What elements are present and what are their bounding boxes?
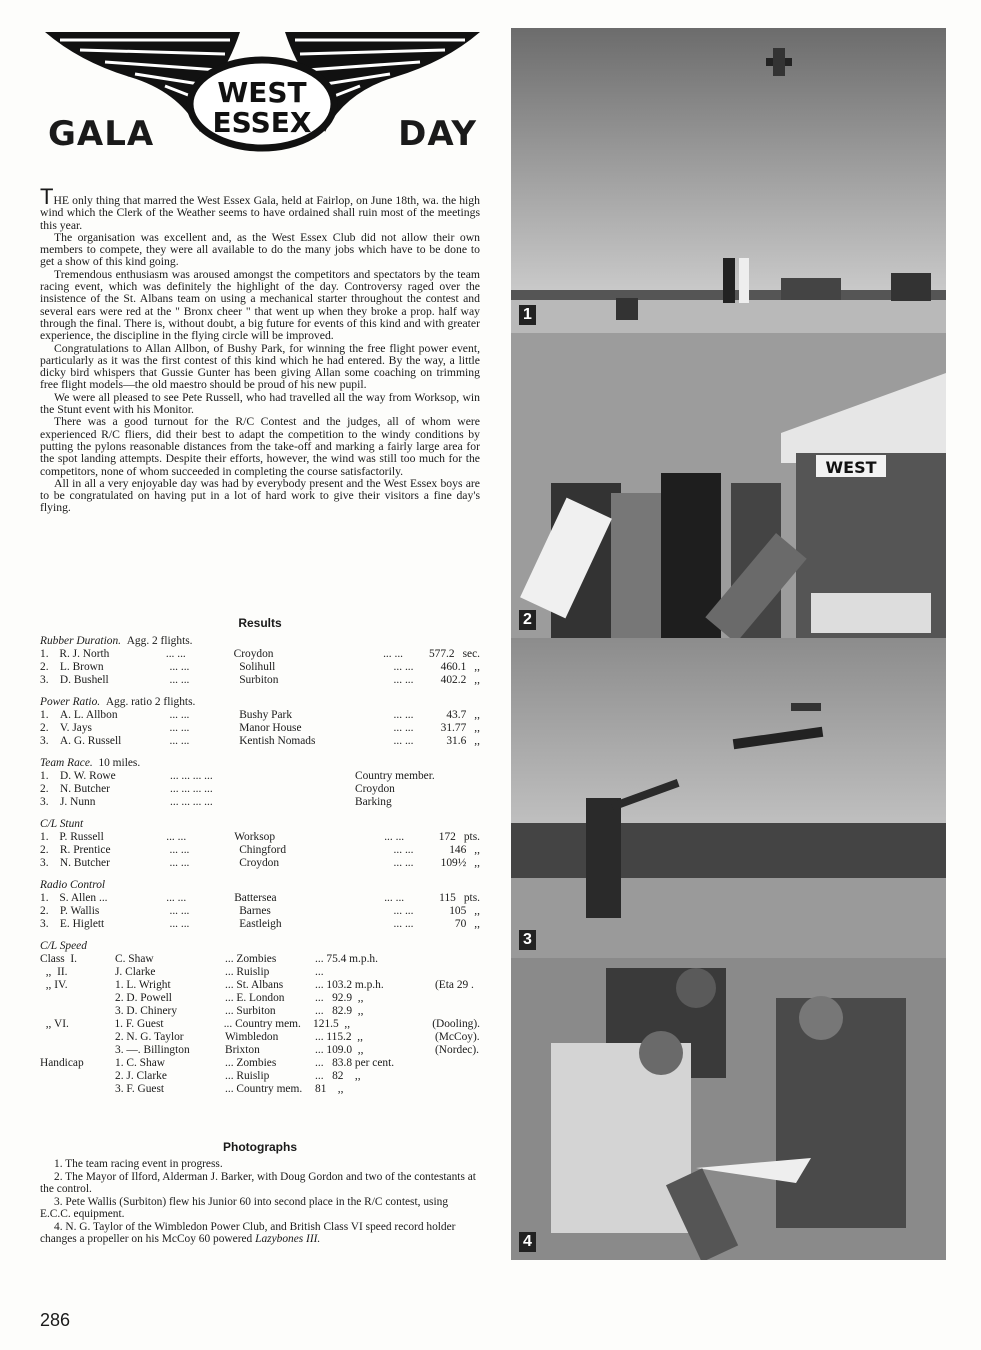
results-heading: Results: [238, 616, 282, 630]
result-cell: 3.: [40, 918, 49, 930]
result-cell: ... ...: [169, 844, 190, 856]
result-cell: ... ...: [169, 905, 190, 917]
speed-cell: J. Clarke: [115, 966, 156, 978]
result-cell: 2.: [40, 844, 49, 856]
result-row: [40, 892, 480, 905]
result-cell: pts.: [463, 831, 480, 843]
speed-cell: 2. D. Powell: [115, 992, 172, 1004]
result-cell: ... ...: [393, 674, 414, 686]
result-cell: R. Prentice: [59, 844, 111, 856]
result-cell: ... ...: [384, 892, 405, 904]
speed-cell: Wimbledon: [225, 1031, 279, 1043]
result-cell: ... ...: [393, 722, 414, 734]
result-cell: Croydon: [233, 648, 274, 660]
result-cell: ... ...: [169, 674, 190, 686]
speed-cell: 3. D. Chinery: [115, 1005, 178, 1017]
speed-cell: [40, 992, 115, 1005]
results-section: [40, 879, 480, 931]
result-cell: N. Butcher: [59, 857, 110, 869]
speed-cell: ... E. London: [225, 992, 285, 1004]
result-cell: V. Jays: [59, 722, 92, 734]
speed-cell: ... Surbiton: [225, 1005, 276, 1017]
result-row: [40, 674, 480, 687]
speed-cell: 3. F. Guest: [115, 1083, 165, 1095]
speed-cell: Brixton: [225, 1044, 260, 1056]
result-cell: Surbiton: [239, 674, 279, 686]
result-cell: A. G. Russell: [59, 735, 122, 747]
paragraph: Tremendous enthusiasm was aroused amongst the competitors and spectators by the team racing event, which was definitely the highlight of the day. Controversy raged over the insistence of the St. Albans team on using a mechanical starter throughout the contest and several ears were red at the " Bronx cheer " that went up when they broke a prop. half way through the final. There is, without doubt, a big future for events of this kind and with greater experience, the discipline in the flying circle will be improved.: [40, 267, 480, 343]
section-heading: Team Race.: [40, 757, 93, 769]
result-cell: L. Brown: [59, 661, 104, 673]
photographs-heading: Photographs: [223, 1140, 297, 1154]
speed-cell: ...: [315, 966, 324, 978]
result-cell: 402.2: [440, 674, 467, 686]
speed-cell: 1. C. Shaw: [115, 1057, 165, 1069]
result-cell: J. Nunn: [60, 796, 96, 808]
result-cell: pts.: [463, 892, 480, 904]
section-heading: Power Ratio.: [40, 696, 101, 708]
speed-cell: [40, 1031, 115, 1044]
result-cell: ,,: [474, 905, 480, 917]
section-heading: Rubber Duration.: [40, 635, 121, 647]
result-cell: ,,: [474, 674, 480, 686]
result-cell: 109½: [440, 857, 467, 869]
results-section-speed: [40, 940, 480, 1096]
section-subheading: Agg. ratio 2 flights.: [105, 696, 196, 708]
result-row: [40, 796, 480, 809]
result-cell: ,,: [474, 918, 480, 930]
result-cell: ... ...: [169, 857, 190, 869]
result-cell: N. Butcher: [60, 783, 110, 795]
result-cell: 2.: [40, 661, 49, 673]
section-heading: Radio Control: [40, 879, 106, 891]
speed-cell: (Dooling).: [432, 1018, 480, 1030]
speed-cell: ... Ruislip: [225, 966, 270, 978]
result-cell: 3.: [40, 735, 49, 747]
result-cell: Country member.: [355, 770, 435, 782]
caption: 2. The Mayor of Ilford, Alderman J. Barker, with Doug Gordon and two of the contestants at the control.: [40, 1170, 476, 1195]
result-cell: 105: [449, 905, 467, 917]
speed-cell: ... 83.8 per cent.: [315, 1057, 395, 1069]
caption: 4. N. G. Taylor of the Wimbledon Power Club, and British Class VI speed record holder changes a propeller on his McCoy 60 powered Lazybones III.: [40, 1220, 456, 1245]
logo-line1: WEST: [217, 76, 307, 109]
result-cell: 43.7: [446, 709, 467, 721]
result-cell: E. Higlett: [59, 918, 105, 930]
photo-team-racing: [511, 28, 946, 333]
speed-row: [40, 1083, 480, 1096]
result-cell: 1.: [40, 892, 49, 904]
result-cell: 31.6: [446, 735, 467, 747]
result-cell: Barnes: [239, 905, 271, 917]
section-subheading: Agg. 2 flights.: [126, 635, 193, 647]
result-cell: D. W. Rowe: [60, 770, 116, 782]
tent-banner: WEST: [825, 458, 877, 477]
speed-cell: (Eta 29 .: [435, 979, 474, 991]
result-cell: ... ...: [169, 661, 190, 673]
result-cell: ... ... ... ...: [170, 783, 213, 795]
speed-cell: ,, IV.: [40, 979, 68, 991]
speed-cell: [40, 1044, 115, 1057]
result-cell: 577.2: [428, 648, 455, 660]
speed-cell: ... St. Albans: [225, 979, 284, 991]
result-cell: Manor House: [239, 722, 302, 734]
result-cell: A. L. Allbon: [59, 709, 118, 721]
result-cell: ... ...: [166, 831, 187, 843]
result-cell: ,,: [474, 722, 480, 734]
result-cell: Worksop: [234, 831, 276, 843]
result-cell: 1.: [40, 709, 49, 721]
result-row: [40, 831, 480, 844]
speed-row: [40, 1070, 480, 1083]
photo-number: 2: [519, 610, 536, 630]
result-cell: 146: [449, 844, 467, 856]
caption: 3. Pete Wallis (Surbiton) flew his Junior 60 into second place in the R/C contest, using E.C.C. equipment.: [40, 1195, 449, 1220]
result-cell: ... ... ... ...: [170, 770, 213, 782]
result-row: [40, 905, 480, 918]
result-row: [40, 648, 480, 661]
speed-row: [40, 966, 480, 979]
speed-cell: Handicap: [40, 1057, 84, 1069]
result-row: [40, 844, 480, 857]
photo-captions: [40, 1158, 480, 1246]
result-cell: ,,: [474, 661, 480, 673]
speed-cell: ,, II.: [40, 966, 68, 978]
speed-cell: ... 109.0 ,,: [315, 1044, 364, 1056]
section-subheading: 10 miles.: [98, 757, 141, 769]
result-cell: 115: [439, 892, 456, 904]
photo-rc-launch: [511, 638, 946, 958]
result-cell: 1.: [40, 770, 49, 782]
speed-row: [40, 1005, 480, 1018]
speed-cell: 81 ,,: [315, 1083, 344, 1095]
result-cell: ,,: [474, 844, 480, 856]
speed-cell: 3. —. Billington: [115, 1044, 190, 1056]
photo-number: 4: [519, 1232, 536, 1252]
result-cell: Battersea: [234, 892, 277, 904]
result-cell: R. J. North: [59, 648, 110, 660]
result-cell: ,,: [474, 857, 480, 869]
result-row: [40, 735, 480, 748]
result-cell: P. Wallis: [59, 905, 100, 917]
speed-cell: ... 75.4 m.p.h.: [315, 953, 378, 965]
logo-line2: ESSEX: [212, 106, 312, 139]
result-cell: Croydon: [355, 783, 395, 795]
result-cell: ... ...: [169, 735, 190, 747]
speed-cell: 2. N. G. Taylor: [115, 1031, 184, 1043]
result-cell: Eastleigh: [239, 918, 282, 930]
result-cell: Kentish Nomads: [239, 735, 316, 747]
speed-row: [40, 953, 480, 966]
result-row: [40, 857, 480, 870]
speed-cell: [40, 1070, 115, 1083]
speed-row: [40, 992, 480, 1005]
paragraph: We were all pleased to see Pete Russell, who had travelled all the way from Worksop, win the Stunt event with his Monitor.: [40, 390, 480, 417]
section-heading: C/L Speed: [40, 940, 87, 952]
result-cell: ... ... ... ...: [170, 796, 213, 808]
result-cell: 31.77: [440, 722, 467, 734]
speed-cell: ... 103.2 m.p.h.: [315, 979, 384, 991]
section-heading: C/L Stunt: [40, 818, 84, 830]
speed-cell: C. Shaw: [115, 953, 154, 965]
result-row: [40, 770, 480, 783]
result-cell: P. Russell: [59, 831, 104, 843]
results-section: [40, 757, 480, 809]
result-cell: D. Bushell: [59, 674, 109, 686]
result-cell: ... ...: [393, 844, 414, 856]
speed-row: [40, 1044, 480, 1057]
result-cell: ... ...: [393, 918, 414, 930]
result-cell: Barking: [355, 796, 392, 808]
result-cell: 70: [454, 918, 467, 930]
speed-cell: 2. J. Clarke: [115, 1070, 167, 1082]
result-cell: ,,: [474, 735, 480, 747]
caption: 1. The team racing event in progress.: [54, 1158, 223, 1170]
result-cell: ... ...: [393, 905, 414, 917]
result-cell: 2.: [40, 722, 49, 734]
speed-cell: ... 82 ,,: [315, 1070, 361, 1082]
paragraph: Congratulations to Allan Allbon, of Bushy Park, for winning the free flight power event, particularly as it was the first contest of this kind which he had entered. By the way, a little dicky bird whispers that Gussie Gunter has been giving Allan some coaching on trimming free flight models—the old maestro should be proud of his new pupil.: [40, 341, 480, 392]
paragraph: The organisation was excellent and, as the West Essex Club did not allow their own members to compete, they were all available to do the many jobs which have to be done to get a show of this kind going.: [40, 230, 480, 269]
photo-number: 1: [519, 305, 536, 325]
title-left: GALA: [48, 114, 155, 154]
result-row: [40, 783, 480, 796]
speed-cell: ... Country mem.: [225, 1083, 303, 1095]
speed-cell: ... Zombies: [225, 953, 277, 965]
results-section: [40, 696, 480, 748]
result-cell: ... ...: [393, 661, 414, 673]
photo-propeller-change: [511, 958, 946, 1260]
result-cell: ... ...: [393, 709, 414, 721]
result-cell: Croydon: [239, 857, 280, 869]
title-right: DAY: [398, 114, 477, 154]
results-list: [40, 635, 480, 1105]
result-cell: 3.: [40, 857, 49, 869]
result-cell: S. Allen ...: [59, 892, 108, 904]
result-cell: 1.: [40, 831, 49, 843]
result-cell: ... ...: [384, 831, 405, 843]
speed-row: [40, 1057, 480, 1070]
result-cell: sec.: [462, 648, 480, 660]
paragraph: There was a good turnout for the R/C Contest and the judges, all of whom were experienced R/C fliers, did their best to adapt the competition to the windy conditions by putting the pylons reasonable distances from the take-off and marking a fairly large area for the spot landing attempts. Despite their efforts, however, the wind was still too much for the competitors, none of whom succeeded in completing the course satisfactorily.: [40, 415, 480, 478]
speed-row: [40, 1031, 480, 1044]
result-cell: 2.: [40, 905, 49, 917]
result-cell: 172: [438, 831, 456, 843]
speed-cell: ... Country mem.: [223, 1018, 301, 1030]
speed-row: [40, 1018, 480, 1031]
page-number: 286: [40, 1310, 71, 1330]
photo-mayor: [511, 333, 946, 638]
result-row: [40, 918, 480, 931]
article-body: [40, 184, 480, 515]
result-cell: ... ...: [169, 918, 190, 930]
dropcap: T: [40, 184, 54, 209]
result-cell: 1.: [40, 648, 49, 660]
result-cell: ,,: [474, 709, 480, 721]
speed-cell: ... Ruislip: [225, 1070, 270, 1082]
result-cell: ... ...: [166, 892, 187, 904]
speed-cell: 121.5 ,,: [313, 1018, 351, 1030]
photo-number: 3: [519, 930, 536, 950]
result-cell: 3.: [40, 674, 49, 686]
result-cell: Chingford: [239, 844, 287, 856]
speed-cell: [40, 1083, 115, 1096]
speed-cell: (Nordec).: [435, 1044, 479, 1056]
speed-cell: [40, 1005, 115, 1018]
result-row: [40, 722, 480, 735]
speed-cell: ,, VI.: [40, 1018, 69, 1030]
paragraph: THE only thing that marred the West Essex Gala, held at Fairlop, on June 18th, wa. the high wind which the Clerk of the Weather seems to have ordained shall ruin most of the meetings this year.: [40, 184, 480, 232]
speed-row: [40, 979, 480, 992]
result-cell: ... ...: [393, 735, 414, 747]
speed-cell: (McCoy).: [435, 1031, 480, 1043]
results-section: [40, 635, 480, 687]
speed-cell: 1. L. Wright: [115, 979, 171, 991]
result-cell: ... ...: [165, 648, 186, 660]
speed-cell: 1. F. Guest: [114, 1018, 164, 1030]
header: [40, 22, 485, 162]
speed-cell: ... 82.9 ,,: [315, 1005, 364, 1017]
result-cell: ... ...: [169, 709, 190, 721]
result-cell: ... ...: [169, 722, 190, 734]
result-cell: ... ...: [383, 648, 404, 660]
speed-cell: ... 115.2 ,,: [315, 1031, 363, 1043]
result-cell: ... ...: [393, 857, 414, 869]
results-section: [40, 818, 480, 870]
speed-cell: ... Zombies: [225, 1057, 277, 1069]
result-cell: Solihull: [239, 661, 276, 673]
paragraph: All in all a very enjoyable day was had by everybody present and the West Essex boys are to be congratulated on having put in a lot of hard work to give their visitors a fine day's flying.: [40, 476, 480, 515]
result-cell: Bushy Park: [239, 709, 293, 721]
speed-cell: ... 92.9 ,,: [315, 992, 364, 1004]
result-row: [40, 661, 480, 674]
result-cell: 3.: [40, 796, 49, 808]
result-row: [40, 709, 480, 722]
result-cell: 460.1: [440, 661, 467, 673]
result-cell: 2.: [40, 783, 49, 795]
speed-cell: Class I.: [40, 953, 78, 965]
